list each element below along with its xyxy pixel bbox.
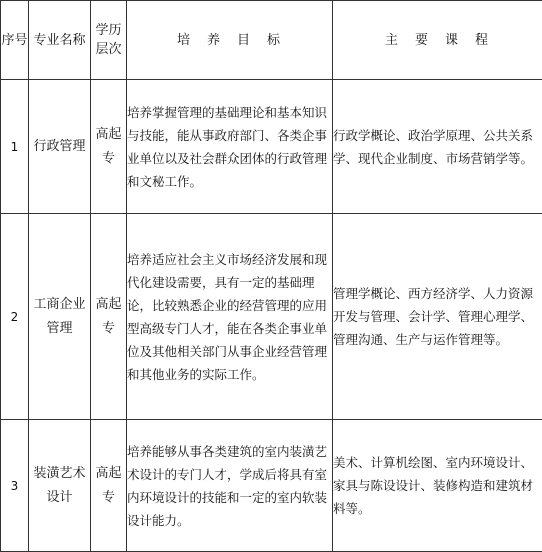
row-seq: 2	[1, 214, 29, 420]
header-level: 学历层次	[91, 1, 127, 80]
row-goal: 培养掌握管理的基础理论和基本知识与技能，能从事政府部门、各类企事业单位以及社会群众团体的行政管理和文秘工作。	[127, 80, 333, 214]
header-goal: 培 养 目 标	[127, 1, 333, 80]
header-major: 专业名称	[29, 1, 91, 80]
header-seq: 序号	[1, 1, 29, 80]
row-level: 高起专	[91, 80, 127, 214]
row-courses: 行政学概论、政治学原理、公共关系学、现代企业制度、市场营销学等。	[333, 80, 542, 214]
table-row	[1, 214, 542, 420]
row-major: 行政管理	[29, 80, 91, 214]
header-row	[1, 1, 542, 80]
row-courses: 美术、计算机绘图、室内环境设计、家具与陈设设计、装修构造和建筑材料等。	[333, 420, 542, 552]
row-major: 工商企业管理	[29, 214, 91, 420]
table-row	[1, 420, 542, 552]
table-row	[1, 80, 542, 214]
header-courses: 主 要 课 程	[333, 1, 542, 80]
row-seq: 1	[1, 80, 29, 214]
row-major: 装潢艺术设计	[29, 420, 91, 552]
row-level: 高起专	[91, 214, 127, 420]
row-seq: 3	[1, 420, 29, 552]
row-goal: 培养适应社会主义市场经济发展和现代化建设需要，具有一定的基础理论，比较熟悉企业的经营管理的应用型高级专门人才，能在各类企事业单位及其他相关部门从事企业经营管理和其他业务的实际工作。	[127, 214, 333, 420]
row-level: 高起专	[91, 420, 127, 552]
row-goal: 培养能够从事各类建筑的室内装潢艺术设计的专门人才，学成后将具有室内环境设计的技能和一定的室内软装设计能力。	[127, 420, 333, 552]
row-courses: 管理学概论、西方经济学、人力资源开发与管理、会计学、管理心理学、管理沟通、生产与运作管理等。	[333, 214, 542, 420]
